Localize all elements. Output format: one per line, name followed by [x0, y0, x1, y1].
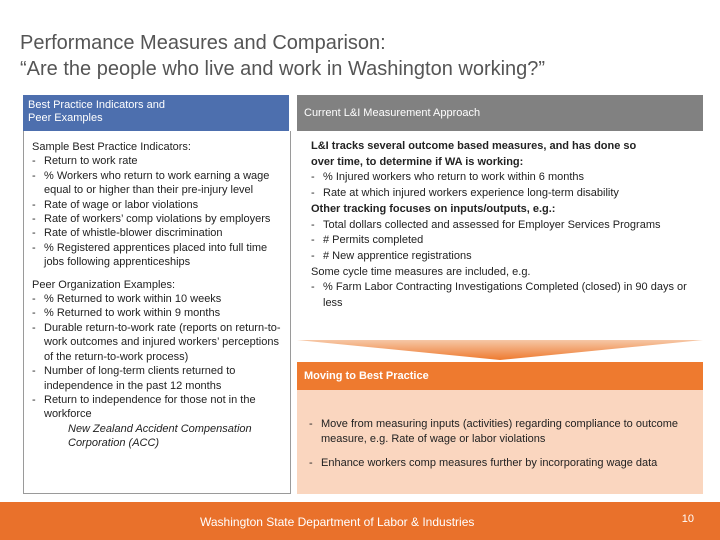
list-item: - % Returned to work within 10 weeks	[32, 293, 222, 306]
list-item: - # New apprentice registrations	[311, 249, 472, 262]
list-item: - Rate of whistle-blower discrimination	[32, 227, 223, 240]
best-practice-header	[23, 95, 289, 131]
current-approach-panel	[297, 131, 703, 341]
best-practice-header-line1: Best Practice Indicators and	[28, 99, 165, 111]
footer-org: Washington State Department of Labor & Industries	[200, 515, 475, 529]
peer-examples-title: Peer Organization Examples:	[32, 278, 176, 291]
list-item: - Return to independence for those not in the workforce	[32, 393, 256, 421]
sample-indicators-title: Sample Best Practice Indicators:	[32, 141, 191, 153]
cycle-time-title: Some cycle time measures are included, e.g.	[311, 265, 531, 278]
slide-title: Performance Measures and Comparison:	[20, 32, 386, 54]
list-item: - Rate at which injured workers experience long-term disability	[311, 187, 619, 200]
list-item: - Rate of workers’ comp violations by employers	[32, 213, 271, 226]
list-item: - % Registered apprentices placed into full time jobs following apprenticeships	[32, 241, 268, 269]
list-item: - Number of long-term clients returned to independence in the past 12 months	[32, 365, 236, 392]
sample-indicators-list	[32, 154, 282, 269]
best-practice-header-line2: Peer Examples	[28, 112, 103, 124]
best-practice-panel	[23, 131, 291, 494]
other-tracking-title: Other tracking focuses on inputs/outputs, e.g.:	[311, 202, 556, 215]
peer-source-line2: Corporation (ACC)	[68, 437, 160, 450]
list-item: - Rate of wage or labor violations	[32, 198, 199, 211]
list-item: - Durable return-to-work rate (reports on return-to-work outcomes and injured workers’ perceptions of the return-to-work process)	[32, 321, 281, 363]
best-practice-move-header: Moving to Best Practice	[297, 362, 703, 390]
list-item: - Return to work rate	[32, 155, 138, 168]
list-item: - % Injured workers who return to work within 6 months	[311, 171, 585, 184]
peer-source-line1: New Zealand Accident Compensation	[68, 422, 252, 435]
page-number: 10	[681, 513, 694, 525]
slide-subtitle: “Are the people who live and work in Washington working?”	[20, 58, 546, 80]
down-arrow-icon	[297, 340, 703, 360]
list-item: - % Returned to work within 9 months	[32, 307, 221, 320]
footer-bar	[0, 502, 720, 540]
list-item: - # Permits completed	[311, 234, 424, 247]
list-item: - Move from measuring inputs (activities) regarding compliance to outcome measure, e.g. Rate of wage or labor violations	[309, 418, 679, 445]
intro-line1: L&I tracks several outcome based measures, and has done so	[311, 140, 637, 152]
intro-line2: over time, to determine if WA is working:	[311, 155, 524, 168]
list-item: - % Workers who return to work earning a wage equal to or higher than their pre-injury level	[32, 169, 270, 197]
current-approach-header: Current L&I Measurement Approach	[297, 95, 703, 131]
peer-examples-list	[32, 292, 282, 422]
list-item: - % Farm Labor Contracting Investigations Completed (closed) in 90 days or less	[311, 281, 687, 310]
best-practice-move-panel	[297, 390, 703, 494]
list-item: - Enhance workers comp measures further by incorporating wage data	[309, 457, 658, 469]
list-item: - Total dollars collected and assessed for Employer Services Programs	[311, 218, 661, 231]
